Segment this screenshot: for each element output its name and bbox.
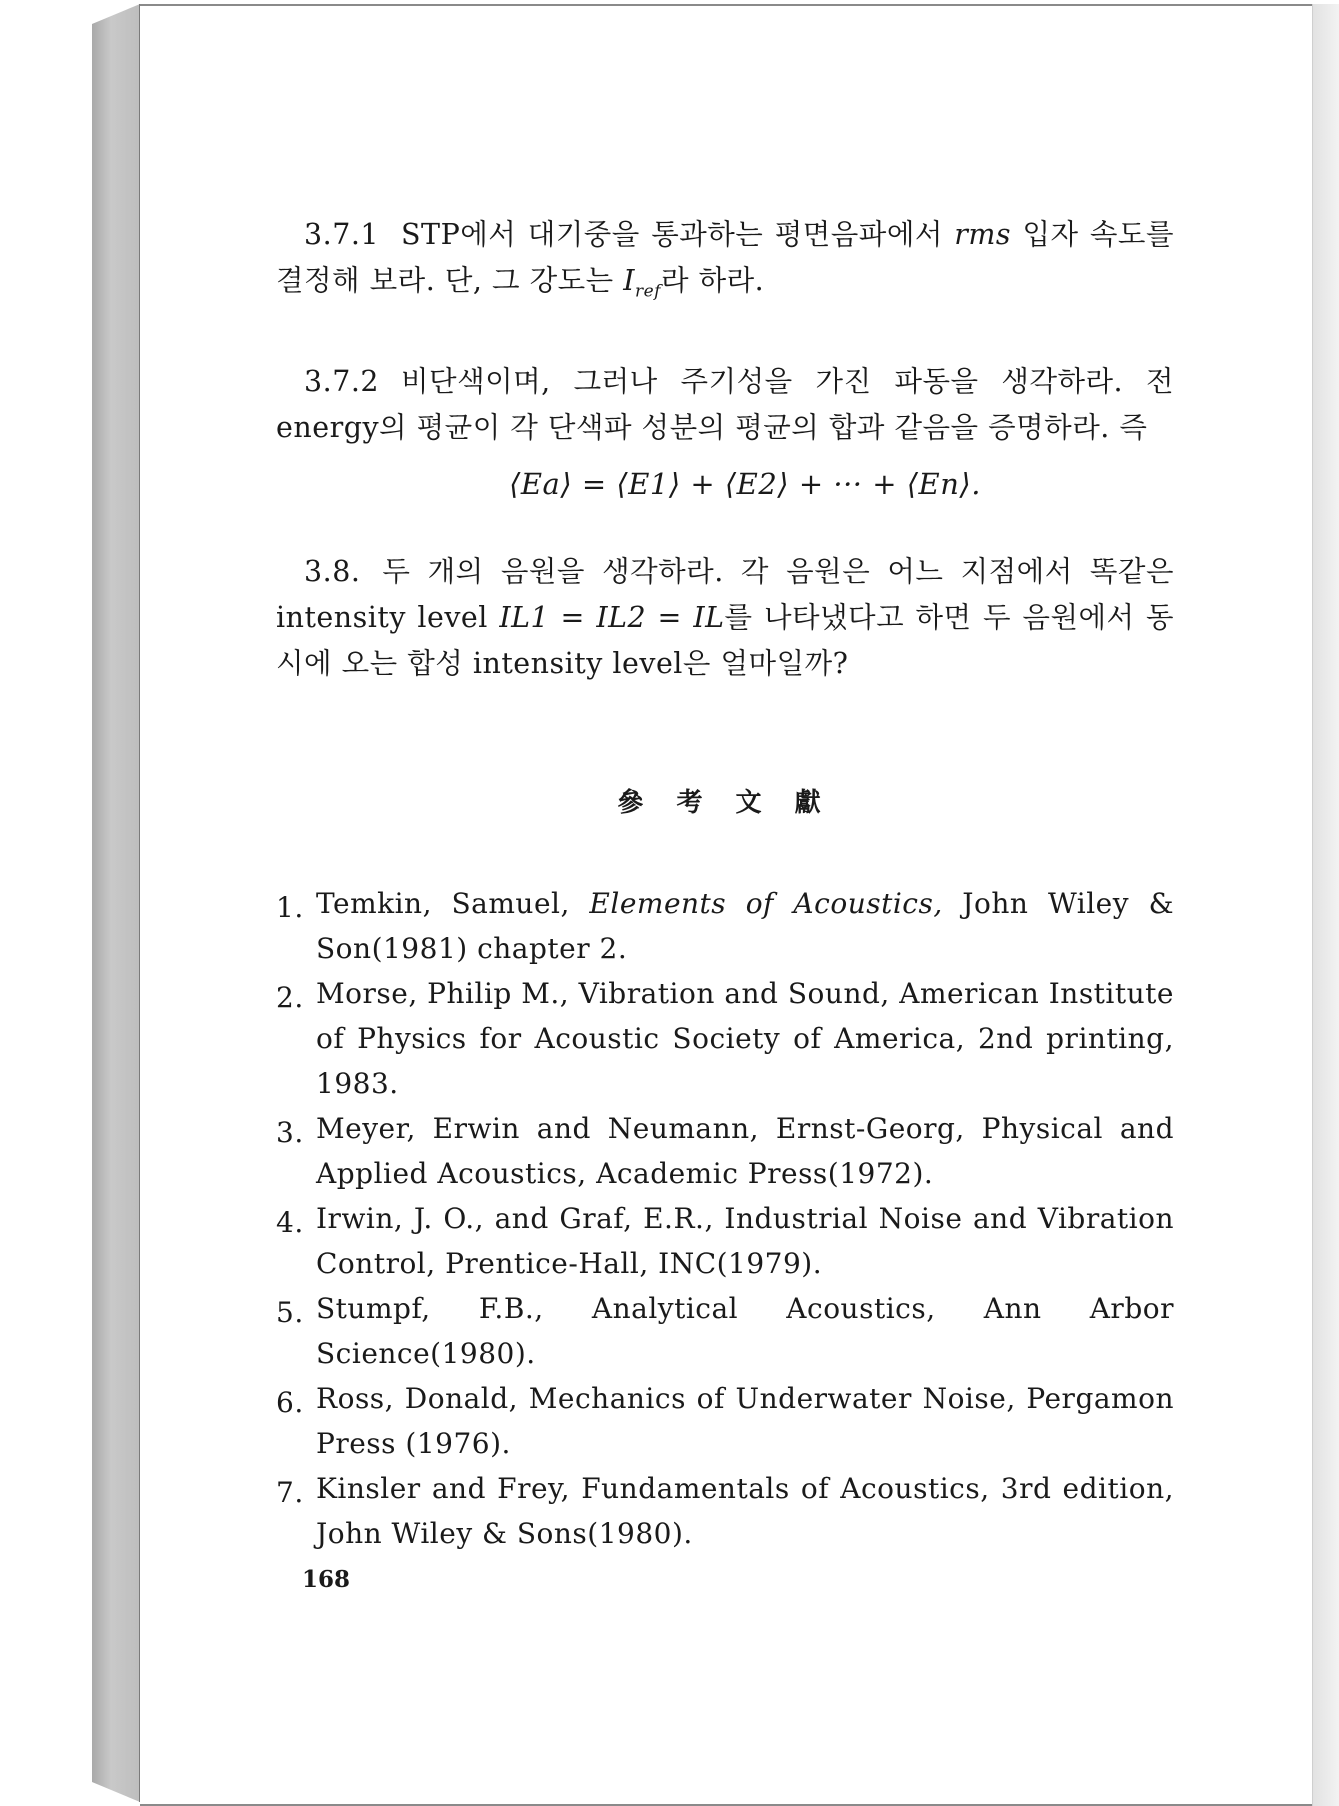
problem-text: 입자 속도를 결정해 보라. 단, 그 강도는 bbox=[276, 218, 1174, 297]
problem-3-7-2 bbox=[276, 359, 1174, 451]
problem-text: 비단색이며, 그러나 주기성을 가진 파동을 생각하라. 전 energy의 평균이 각 단색파 성분의 평균의 합과 같음을 증명하라. 즉 bbox=[276, 364, 1174, 444]
references-list bbox=[276, 881, 1174, 1556]
reference-item: 5. Stumpf, F.B., Analytical Acoustics, Ann Arbor Science(1980). bbox=[276, 1291, 1174, 1370]
iref-symbol: $I_{ref}$ bbox=[623, 264, 661, 302]
problem-text: 두 개의 음원을 생각하라. 각 음원은 어느 지점에서 똑같은 intensity level bbox=[276, 554, 1174, 634]
reference-item: 6. Ross, Donald, Mechanics of Underwater Noise, Pergamon Press (1976). bbox=[276, 1381, 1174, 1460]
problem-text: 를 나타냈다고 하면 두 음원에서 동시에 오는 합성 intensity level은 얼마일까? bbox=[276, 600, 1174, 680]
problem-number: 3.7.1 bbox=[304, 218, 380, 251]
reference-item: 2. Morse, Philip M., Vibration and Sound, American Institute of Physics for Acoustic Society of America, 2nd printing, 1983. bbox=[276, 976, 1174, 1100]
problem-number: 3.8. bbox=[304, 554, 361, 588]
problem-text: 라 하라. bbox=[660, 264, 765, 297]
page-number: 168 bbox=[302, 1566, 351, 1593]
reference-item: 4. Irwin, J. O., and Graf, E.R., Industrial Noise and Vibration Control, Prentice-Hall, INC(1979). bbox=[276, 1201, 1174, 1280]
problem-number: 3.7.2 bbox=[304, 364, 380, 398]
iref-subscript: ref bbox=[635, 281, 661, 302]
intensity-formula: IL1 = IL2 = IL bbox=[499, 600, 725, 634]
references-heading: 參 考 文 獻 bbox=[617, 787, 833, 818]
reference-item: 3. Meyer, Erwin and Neumann, Ernst-Georg, Physical and Applied Acoustics, Academic Press(1972). bbox=[276, 1111, 1174, 1190]
book-spine bbox=[92, 4, 140, 1802]
problem-text: STP에서 대기중을 통과하는 평면음파에서 bbox=[401, 218, 955, 251]
reference-item: 1. Temkin, Samuel, Elements of Acoustics, John Wiley & Son(1981) chapter 2. bbox=[276, 886, 1174, 965]
rms-term: rms bbox=[954, 218, 1012, 251]
page-right-edge bbox=[1312, 4, 1339, 1806]
problem-3-7-1 bbox=[276, 212, 1174, 315]
reference-item: 7. Kinsler and Frey, Fundamentals of Acoustics, 3rd edition, John Wiley & Sons(1980). bbox=[276, 1471, 1174, 1550]
problem-3-8 bbox=[276, 549, 1174, 687]
page-content bbox=[276, 212, 1174, 1556]
energy-equation: ⟨Ea⟩ = ⟨E1⟩ + ⟨E2⟩ + ··· + ⟨En⟩. bbox=[509, 466, 981, 501]
